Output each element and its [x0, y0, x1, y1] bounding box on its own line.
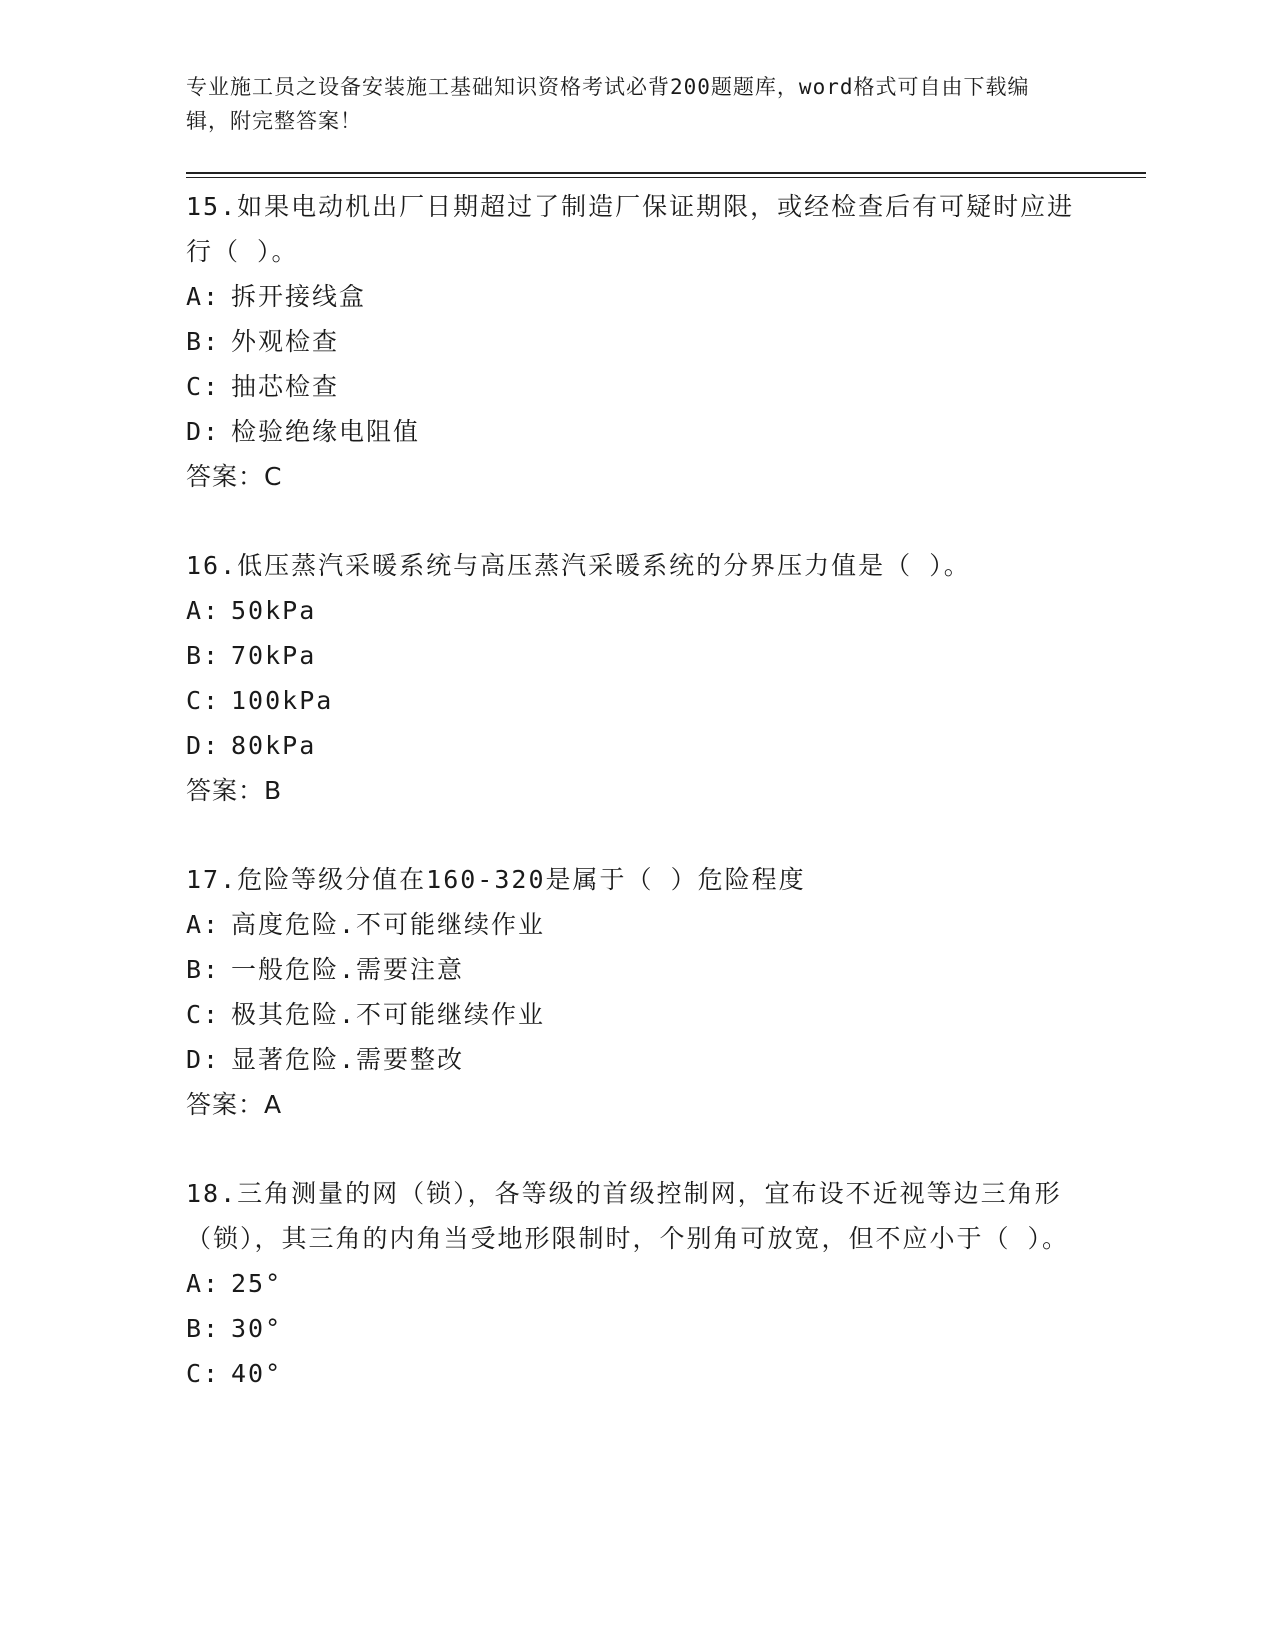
answer-line: 答案：A [186, 1090, 283, 1119]
option-letter: C: [186, 1359, 221, 1388]
option-letter: C: [186, 686, 221, 715]
question-spacer [186, 499, 1146, 543]
option-c [186, 364, 1146, 409]
option-letter: A: [186, 596, 221, 625]
question-15 [186, 184, 1146, 499]
question-17 [186, 857, 1146, 1127]
divider-line-thick [186, 172, 1146, 174]
option-letter: D: [186, 731, 221, 760]
question-stem: 18.三角测量的网（锁），各等级的首级控制网，宜布设不近视等边三角形（锁），其三角的内角当受地形限制时，个别角可放宽，但不应小于（ ）。 [186, 1179, 1070, 1253]
option-text: 100kPa [231, 686, 334, 715]
option-a [186, 588, 1146, 633]
option-text: 一般危险.需要注意 [231, 955, 465, 984]
header-divider [186, 172, 1146, 178]
option-text: 显著危险.需要整改 [231, 1045, 465, 1074]
question-16 [186, 543, 1146, 813]
option-text: 拆开接线盒 [231, 282, 367, 311]
option-c [186, 992, 1146, 1037]
option-letter: B: [186, 327, 221, 356]
option-text: 30° [231, 1314, 283, 1343]
option-d [186, 409, 1146, 454]
answer-line: 答案：C [186, 462, 283, 491]
question-stem: 17.危险等级分值在160-320是属于（ ）危险程度 [186, 865, 806, 894]
question-spacer [186, 1127, 1146, 1171]
option-text: 检验绝缘电阻值 [231, 417, 421, 446]
document-page [186, 70, 1146, 1396]
option-letter: A: [186, 910, 221, 939]
option-b [186, 633, 1146, 678]
option-a [186, 274, 1146, 319]
divider-line-thin [186, 177, 1146, 178]
option-letter: D: [186, 1045, 221, 1074]
option-letter: A: [186, 282, 221, 311]
option-text: 25° [231, 1269, 283, 1298]
question-stem: 15.如果电动机出厂日期超过了制造厂保证期限，或经检查后有可疑时应进行（ ）。 [186, 192, 1075, 266]
option-d [186, 1037, 1146, 1082]
option-a [186, 902, 1146, 947]
option-letter: A: [186, 1269, 221, 1298]
option-text: 外观检查 [231, 327, 340, 356]
option-text: 抽芯检查 [231, 372, 340, 401]
option-d [186, 723, 1146, 768]
option-b [186, 947, 1146, 992]
option-text: 70kPa [231, 641, 317, 670]
option-letter: B: [186, 1314, 221, 1343]
option-c [186, 678, 1146, 723]
option-b [186, 319, 1146, 364]
option-letter: D: [186, 417, 221, 446]
option-letter: C: [186, 1000, 221, 1029]
option-text: 高度危险.不可能继续作业 [231, 910, 546, 939]
option-a [186, 1261, 1146, 1306]
question-spacer [186, 813, 1146, 857]
option-c [186, 1351, 1146, 1396]
option-text: 80kPa [231, 731, 317, 760]
option-text: 40° [231, 1359, 283, 1388]
option-letter: B: [186, 641, 221, 670]
option-text: 极其危险.不可能继续作业 [231, 1000, 546, 1029]
question-stem: 16.低压蒸汽采暖系统与高压蒸汽采暖系统的分界压力值是（ ）。 [186, 551, 971, 580]
document-header: 专业施工员之设备安装施工基础知识资格考试必背200题题库，word格式可自由下载编辑，附完整答案！ [186, 75, 1030, 133]
option-b [186, 1306, 1146, 1351]
option-text: 50kPa [231, 596, 317, 625]
option-letter: C: [186, 372, 221, 401]
answer-line: 答案：B [186, 776, 283, 805]
option-letter: B: [186, 955, 221, 984]
question-18 [186, 1171, 1146, 1396]
